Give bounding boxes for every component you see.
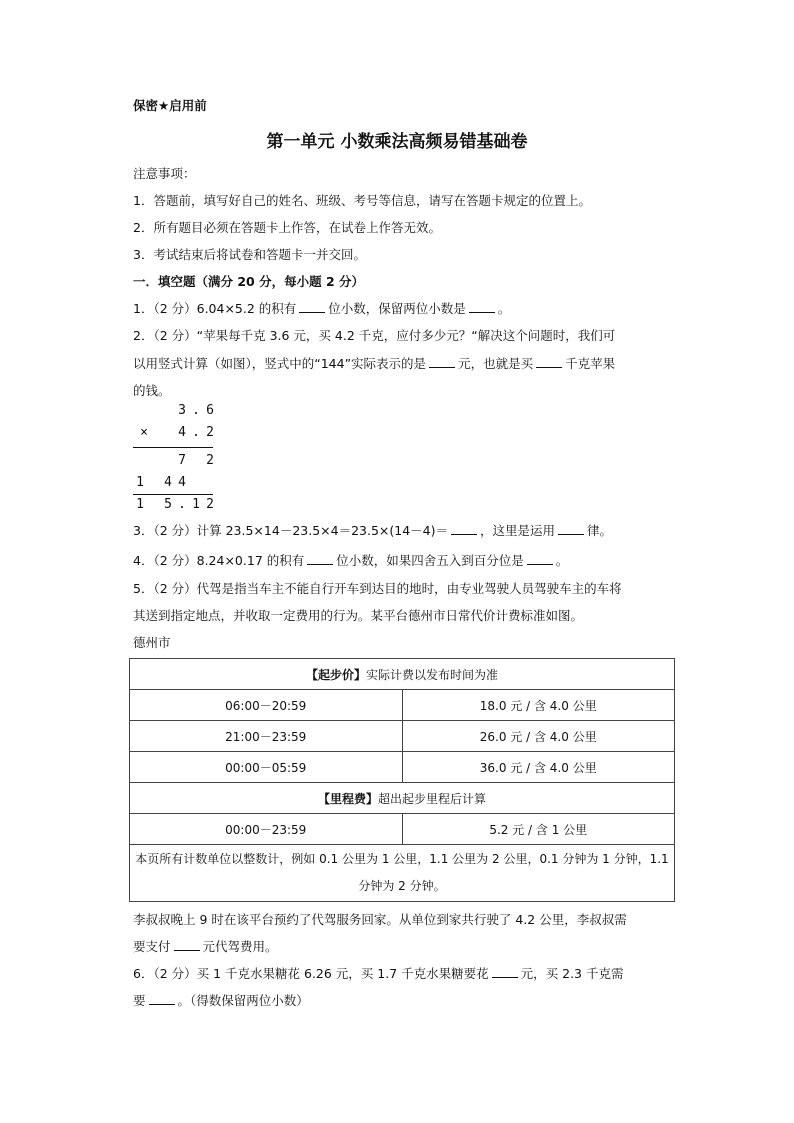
question-6-line-2 [133,991,309,1009]
calc-digit: . [192,425,200,440]
calc-row [133,425,213,445]
answer-blank[interactable] [536,355,562,368]
mileage-fee-tag: 【里程费】 [317,791,378,806]
page-title: 第一单元 小数乘法高频易错基础卷 [266,132,528,152]
calc-digit: 2 [206,497,214,512]
vertical-multiplication [133,403,217,515]
mileage-fee-header [130,783,675,814]
start-price-header [130,659,675,690]
q5-text-b: 元代驾费用。 [202,939,278,954]
calc-divider [133,494,213,495]
q4-text-c: 。 [555,553,569,568]
table-row [130,783,675,814]
question-5-line-3: 李叔叔晚上 9 时在该平台预约了代驾服务回家。从单位到家共行驶了 4.2 公里，李叔叔需 [133,912,627,927]
question-2-line-2 [133,354,615,372]
time-cell: 00:00－23:59 [130,814,403,845]
calc-digit: 1 [192,497,200,512]
note-item-2: 2．所有题目必须在答题卡上作答，在试卷上作答无效。 [133,220,441,235]
q5-text-a: 要支付 [133,939,171,954]
q4-text-b: 位小数，如果四舍五入到百分位是 [336,553,524,568]
q6-text-b: 元，买 2.3 千克需 [520,966,624,981]
calc-digit: . [192,403,200,418]
table-row [130,659,675,690]
q6-text-d: 。（得数保留两位小数） [177,993,309,1008]
start-price-tag: 【起步价】 [305,667,366,682]
table-note: 本页所有计数单位以整数计，例如 0.1 公里为 1 公里，1.1 公里为 2 公里，0.1 分钟为 1 分钟，1.1 分钟为 2 分钟。 [130,845,675,902]
q1-text-a: 1．（2 分）6.04×5.2 的积有 [133,301,297,316]
q3-text-b: ，这里是运用 [480,523,556,538]
calc-digit: 7 [178,453,186,468]
calc-digit: . [178,497,186,512]
answer-blank[interactable] [527,552,553,565]
calc-row [133,497,213,517]
answer-blank[interactable] [469,300,495,313]
section-heading: 一．填空题（满分 20 分，每小题 2 分） [133,274,365,289]
calc-digit: 1 [136,475,144,490]
q2-text-a: 以用竖式计算（如图），竖式中的“144”实际表示的是 [133,356,427,371]
q3-text-a: 3．（2 分）计算 23.5×14－23.5×4＝23.5×(14－4)＝ [133,523,448,538]
table-row [130,690,675,721]
calc-digit: 6 [206,403,214,418]
mileage-fee-desc: 超出起步里程后计算 [378,791,487,806]
q4-text-a: 4．（2 分）8.24×0.17 的积有 [133,553,305,568]
calc-digit: 2 [206,425,214,440]
calc-row [133,453,213,473]
answer-blank[interactable] [429,355,455,368]
price-cell: 26.0 元 / 含 4.0 公里 [402,721,675,752]
table-row [130,752,675,783]
calc-row [133,475,213,495]
question-5-line-4 [133,937,278,955]
notes-heading: 注意事项： [133,166,196,181]
calc-digit: 4 [178,475,186,490]
question-3 [133,521,612,539]
answer-blank[interactable] [174,938,200,951]
question-4 [133,551,568,569]
time-cell: 00:00－05:59 [130,752,403,783]
price-cell: 5.2 元 / 含 1 公里 [402,814,675,845]
question-5-line-1: 5．（2 分）代驾是指当车主不能自行开车到达目的地时，由专业驾驶人员驾驶车主的车将 [133,581,622,596]
answer-blank[interactable] [307,552,333,565]
time-cell: 06:00－20:59 [130,690,403,721]
q6-text-c: 要 [133,993,146,1008]
table-row [130,814,675,845]
calc-divider [133,447,213,448]
calc-digit: 3 [178,403,186,418]
answer-blank[interactable] [451,522,477,535]
question-2-line-3: 的钱。 [133,383,171,398]
calc-digit: 4 [164,475,172,490]
question-1 [133,299,510,317]
q6-text-a: 6．（2 分）买 1 千克水果糖花 6.26 元，买 1.7 千克水果糖要花 [133,966,489,981]
question-2-line-1: 2．（2 分）“苹果每千克 3.6 元，买 4.2 千克，应付多少元？“解决这个问题时，我们可 [133,328,616,343]
price-cell: 36.0 元 / 含 4.0 公里 [402,752,675,783]
note-item-1: 1．答题前，填写好自己的姓名、班级、考号等信息，请写在答题卡规定的位置上。 [133,193,591,208]
q2-text-b: 元，也就是买 [458,356,534,371]
calc-digit: 1 [136,497,144,512]
calc-row [133,403,213,423]
q2-text-c: 千克苹果 [565,356,616,371]
confidential-label: 保密★启用前 [133,98,207,113]
note-item-3: 3．考试结束后将试卷和答题卡一并交回。 [133,247,366,262]
q1-text-b: 位小数，保留两位小数是 [328,301,466,316]
price-cell: 18.0 元 / 含 4.0 公里 [402,690,675,721]
question-6-line-1 [133,964,623,982]
calc-digit: 2 [206,453,214,468]
q1-text-c: 。 [497,301,511,316]
question-5-line-2: 其送到指定地点，并收取一定费用的行为。某平台德州市日常代价计费标准如图。 [133,608,584,623]
calc-digit: 5 [164,497,172,512]
answer-blank[interactable] [558,522,584,535]
answer-blank[interactable] [492,965,518,978]
table-row [130,845,675,902]
q3-text-c: 律。 [587,523,613,538]
answer-blank[interactable] [149,992,175,1005]
calc-digit: 4 [178,425,186,440]
start-price-desc: 实际计费以发布时间为准 [366,667,499,682]
city-label: 德州市 [133,635,171,650]
table-row [130,721,675,752]
time-cell: 21:00－23:59 [130,721,403,752]
multiply-sign: × [140,425,148,440]
fare-table [129,658,675,902]
answer-blank[interactable] [299,300,325,313]
